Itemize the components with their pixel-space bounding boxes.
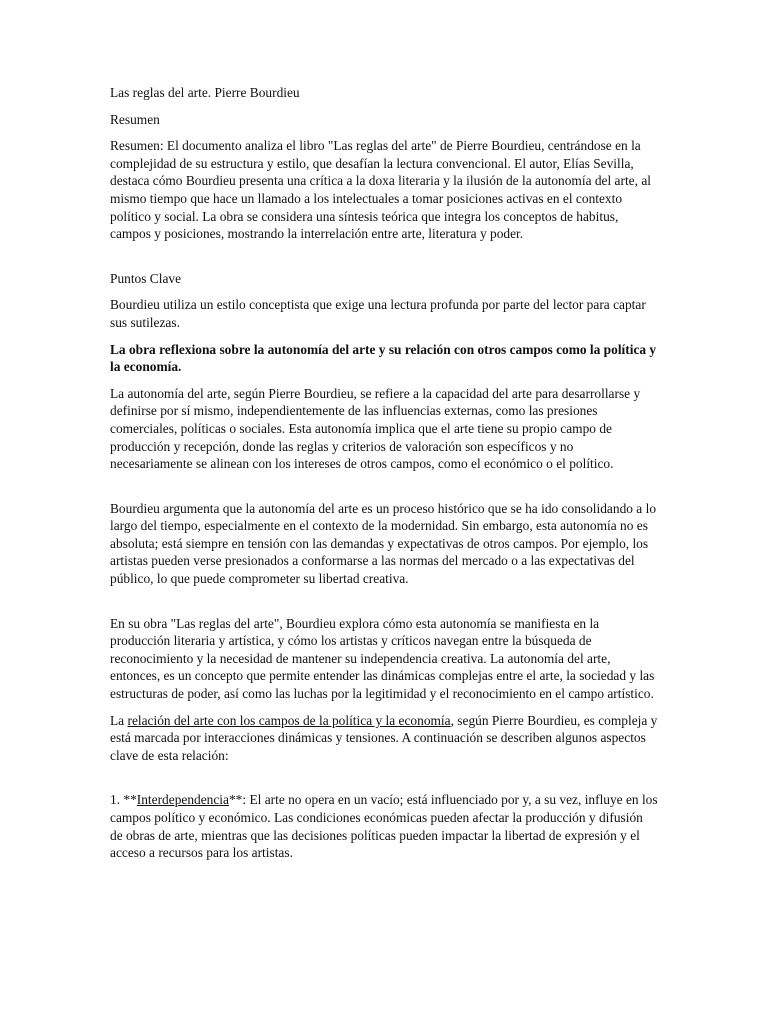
historico-paragraph: Bourdieu argumenta que la autonomía del arte es un proceso histórico que se ha ido consolidando a lo largo del tiempo, especialmente en el contexto de la modernidad. Sin embargo, esta autonomía no es absoluta; está siempre en tensión con las demandas y expectativas de otros campos. Por ejemplo, los artistas pueden verse presionados a conformarse a las normas del mercado o a las expectativas del público, lo que puede comprometer su libertad creativa. bbox=[110, 500, 657, 587]
relacion-suffix: , según Pierre Bourdieu, es compleja y está marcada por interacciones dinámicas y tensiones. A continuación se describen algunos aspectos clave de esta relación: bbox=[110, 712, 658, 763]
puntos-clave-paragraph: Bourdieu utiliza un estilo conceptista que exige una lectura profunda por parte del lector para captar sus sutilezas. bbox=[110, 297, 646, 330]
document-page bbox=[110, 84, 658, 871]
document-title: Las reglas del arte. Pierre Bourdieu bbox=[110, 85, 300, 100]
relacion-link[interactable]: relación del arte con los campos de la política y la economía bbox=[127, 712, 451, 728]
list-item-interdependencia bbox=[110, 791, 658, 861]
obra-paragraph: En su obra "Las reglas del arte", Bourdieu explora cómo esta autonomía se manifiesta en la producción literaria y artística, y cómo los artistas y críticos navegan entre la búsqueda de reconocimiento y la necesidad de mantener su independencia creativa. La autonomía del arte, entonces, es un concepto que permite entender las dinámicas complejas entre el arte, la sociedad y las estructuras de poder, así como las luchas por la legitimidad y el reconocimiento en el campo artístico. bbox=[110, 615, 655, 702]
item1-suffix: **: El arte no opera en un vacío; está influenciado por y, a su vez, influye en los campos político y económico. Las condiciones económicas pueden afectar la producción y difusión de obras de arte, mientras que las decisiones políticas pueden impactar la libertad de expresión y el acceso a recursos para los artistas. bbox=[110, 792, 658, 861]
resumen-heading: Resumen bbox=[110, 111, 160, 127]
bold-key-point: La obra reflexiona sobre la autonomía del arte y su relación con otros campos como la política y la economía. bbox=[110, 341, 657, 375]
resumen-paragraph: Resumen: El documento analiza el libro "Las reglas del arte" de Pierre Bourdieu, centrándose en la complejidad de su estructura y estilo, que desafían la lectura convencional. El autor, Elías Sevilla, destaca cómo Bourdieu presenta una crítica a la doxa literaria y la ilusión de la autonomía del arte, al mismo tiempo que hace un llamado a los intelectuales a tomar posiciones activas en el contexto político y social. La obra se considera una síntesis teórica que integra los conceptos de habitus, campos y posiciones, mostrando la interrelación entre arte, literatura y poder. bbox=[110, 138, 651, 242]
relacion-prefix: La bbox=[110, 712, 128, 728]
relacion-paragraph bbox=[110, 712, 658, 765]
puntos-clave-heading: Puntos Clave bbox=[110, 270, 182, 286]
item1-prefix: 1. ** bbox=[110, 792, 137, 808]
autonomia-paragraph: La autonomía del arte, según Pierre Bourdieu, se refiere a la capacidad del arte para desarrollarse y definirse por sí mismo, independientemente de las influencias externas, como las presiones comerciales, políticas o sociales. Esta autonomía implica que el arte tiene su propio campo de producción y recepción, donde las reglas y criterios de valoración son específicos y no necesariamente se alinean con los intereses de otros campos, como el económico o el político. bbox=[110, 385, 641, 472]
interdependencia-link[interactable]: Interdependencia bbox=[136, 792, 229, 808]
